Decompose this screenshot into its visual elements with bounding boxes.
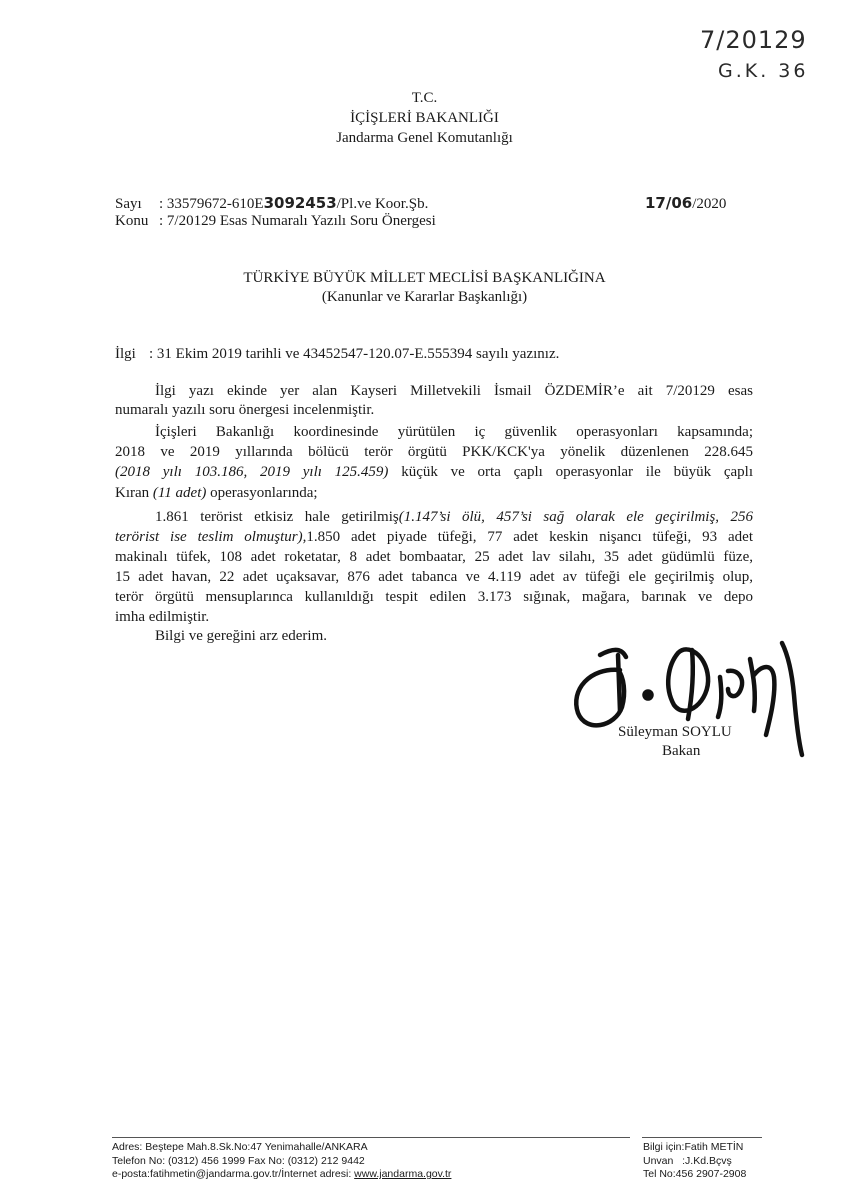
p3-line2-italic: terörist ise teslim olmuştur), — [115, 529, 307, 545]
p2-line4 — [115, 485, 318, 502]
addressee-line1: TÜRKİYE BÜYÜK MİLLET MECLİSİ BAŞKANLIĞINA — [243, 270, 606, 286]
p2-line3-italic: (2018 yılı 103.186, 2019 yılı 125.459) — [115, 464, 389, 480]
footer-contact — [112, 1141, 451, 1182]
signatory-title: Bakan — [662, 743, 701, 759]
p3-line4: 15 adet havan, 22 adet uçaksavar, 876 adet tabanca ve 4.119 adet av tüfeği ele geçirilmiş olup, — [115, 569, 753, 585]
p2-line3-rest: küçük ve orta çaplı operasyonlar ile büyük çaplı — [388, 464, 753, 480]
p1-line1: İlgi yazı ekinde yer alan Kayseri Milletvekili İsmail ÖZDEMİR’e ait 7/20129 esas — [155, 383, 753, 399]
footer-phone: Telefon No: (0312) 456 1999 Fax No: (0312) 212 9442 — [112, 1154, 365, 1167]
closing-line: Bilgi ve gereğini arz ederim. — [155, 628, 328, 644]
konu-row — [115, 213, 436, 230]
date-handwritten: 17/06 — [645, 194, 693, 212]
p3-line5: terör örgütü mensuplarınca kullanıldığı tespit edilen 3.173 sığınak, mağara, barınak ve depo — [115, 589, 753, 605]
p2-line2-wrap — [115, 444, 753, 461]
p3-line3: makinalı tüfek, 108 adet roketatar, 8 adet bombaatar, 25 adet lav silahı, 35 adet güdümlü füze, — [115, 549, 753, 565]
p2-line3 — [115, 464, 753, 481]
document-date — [645, 194, 726, 213]
handwritten-gk-code: G.K. 36 — [718, 60, 809, 82]
p3-line2-rest: 1.850 adet piyade tüfeği, 77 adet keskin nişancı tüfeği, 93 adet — [306, 529, 753, 545]
footer-info-label: Bilgi için: — [643, 1141, 685, 1153]
p3-line3-wrap — [115, 549, 753, 566]
p3-line1 — [155, 509, 753, 526]
konu-value: : 7/20129 Esas Numaralı Yazılı Soru Önergesi — [159, 213, 436, 229]
handwritten-file-number: 7/20129 — [700, 26, 807, 54]
footer-info — [643, 1141, 746, 1182]
konu-label: Konu — [115, 213, 149, 229]
p3-line1-italic: (1.147’si ölü, 457’si sağ olarak ele geçirilmiş, 256 — [398, 509, 753, 525]
p1-line2: numaralı yazılı soru önergesi incelenmiştir. — [115, 402, 375, 418]
p3-line5-wrap — [115, 589, 753, 606]
addressee-line2: (Kanunlar ve Kararlar Başkanlığı) — [321, 289, 528, 305]
p2-line4-italic: (11 adet) — [152, 485, 207, 501]
p3-line4-wrap — [115, 569, 753, 586]
footer-rule-right — [642, 1137, 762, 1138]
p2-line4-a: Kıran — [115, 485, 153, 501]
footer-email: e-posta:fatihmetin@jandarma.gov.tr/İnternet adresi: — [112, 1168, 355, 1180]
p3-line6: imha edilmiştir. — [115, 609, 210, 625]
letterhead-ministry: İÇİŞLERİ BAKANLIĞI — [350, 110, 499, 126]
sayi-prefix: : 33579672-610E — [159, 196, 264, 212]
footer-rule-left — [112, 1137, 630, 1138]
footer-address: Adres: Beştepe Mah.8.Sk.No:47 Yenimahalle/ANKARA — [112, 1141, 368, 1153]
letterhead-command: Jandarma Genel Komutanlığı — [336, 130, 513, 146]
p2-line2: 2018 ve 2019 yıllarında bölücü terör örgütü PKK/KCK'ya yönelik düzenlenen 228.645 — [115, 444, 753, 460]
sayi-suffix: /Pl.ve Koor.Şb. — [336, 196, 429, 212]
footer-unvan: Unvan :J.Kd.Bçvş — [643, 1154, 732, 1167]
sayi-label: Sayı — [115, 196, 142, 212]
p1-line1-wrap — [155, 383, 755, 400]
footer-info-name: Fatih METİN — [684, 1141, 744, 1153]
p2-line1-wrap — [155, 424, 753, 441]
p2-line4-b: operasyonlarında; — [206, 485, 318, 501]
footer-info-row — [643, 1141, 746, 1155]
signatory-name: Süleyman SOYLU — [618, 724, 732, 740]
sayi-row — [115, 194, 428, 213]
p3-line2 — [115, 529, 753, 546]
p2-line1: İçişleri Bakanlığı koordinesinde yürütülen iç güvenlik operasyonları kapsamında; — [155, 424, 753, 440]
ilgi-row — [115, 346, 559, 363]
date-year: /2020 — [692, 196, 727, 212]
letterhead-tc: T.C. — [411, 90, 438, 106]
ilgi-text: : 31 Ekim 2019 tarihli ve 43452547-120.07-E.555394 sayılı yazınız. — [149, 346, 560, 362]
ilgi-label: İlgi — [115, 346, 136, 362]
footer-email-row — [112, 1168, 451, 1182]
footer-website-link[interactable]: www.jandarma.gov.tr — [354, 1168, 452, 1180]
footer-tel: Tel No:456 2907-2908 — [643, 1168, 747, 1180]
sayi-handwritten-number: 3092453 — [263, 194, 337, 212]
p3-line1-a: 1.861 terörist etkisiz hale getirilmiş — [155, 509, 399, 525]
